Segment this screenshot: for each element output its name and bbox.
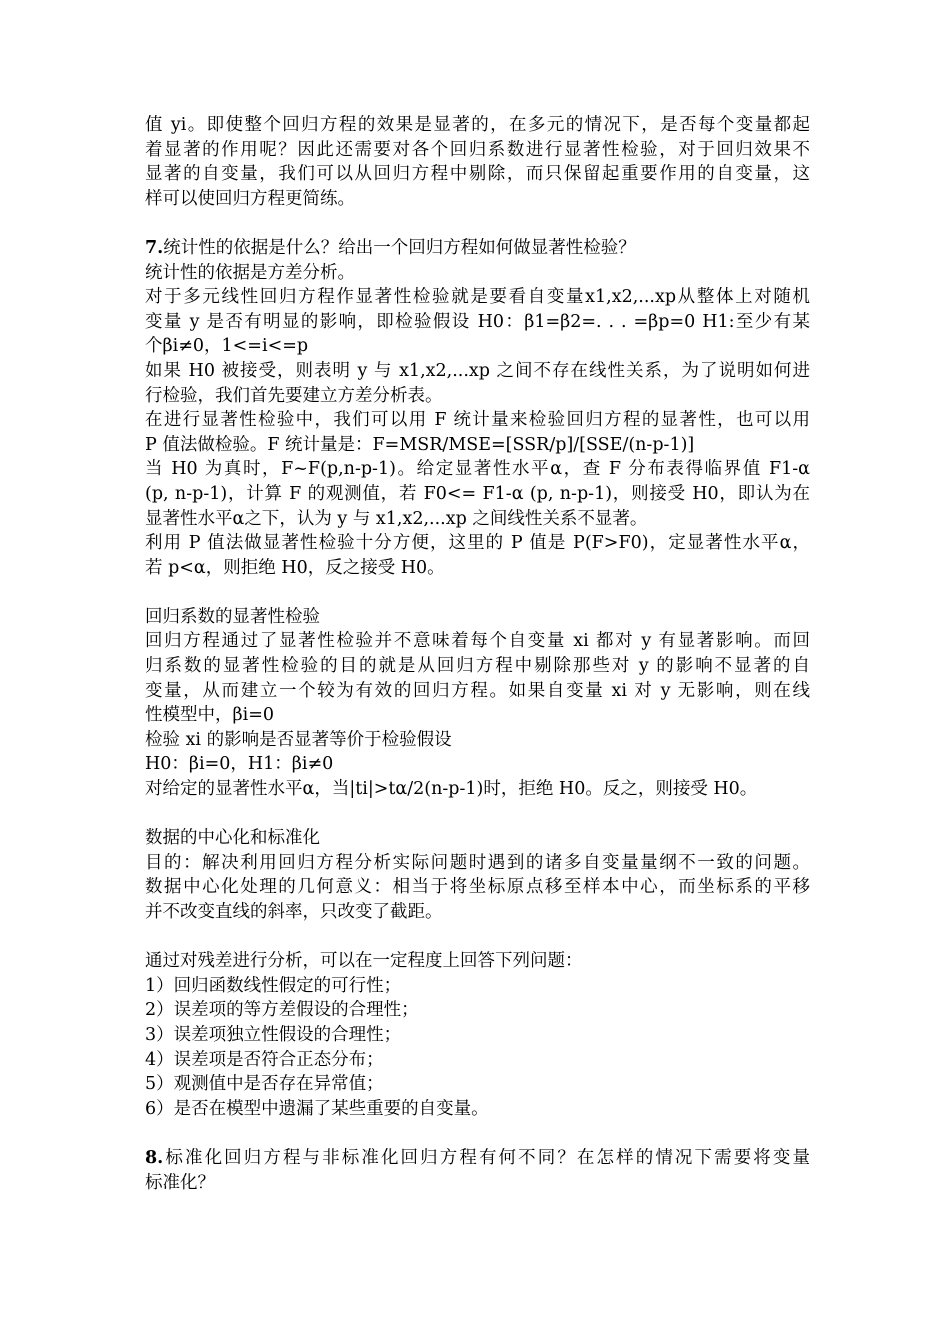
paragraph-line: 显著性水平α之下，认为 y 与 x1,x2,...xp 之间线性关系不显著。 — [145, 508, 648, 529]
question-title: 统计性的依据是什么？给出一个回归方程如何做显著性检验？ — [163, 237, 636, 258]
list-item: 2）误差项的等方差假设的合理性； — [145, 1000, 419, 1021]
blank-line — [145, 211, 810, 236]
paragraph-line: 值 yi。即使整个回归方程的效果是显著的，在多元的情况下，是否每个变量都起 — [145, 115, 810, 135]
paragraph-line: 显著的自变量，我们可以从回归方程中剔除，而只保留起重要作用的自变量，这 — [145, 164, 810, 185]
paragraph-line: 对于多元线性回归方程作显著性检验就是要看自变量x1,x2,...xp从整体上对随机 — [145, 287, 810, 308]
blank-line — [145, 580, 810, 605]
question-8-heading — [145, 1146, 810, 1171]
paragraph-line: 归系数的显著性检验的目的就是从回归方程中剔除那些对 y 的影响不显著的自 — [145, 656, 810, 677]
question-number: 7. — [145, 237, 164, 258]
list-item: 5）观测值中是否存在异常值； — [145, 1074, 384, 1095]
paragraph-line: 检验 xi 的影响是否显著等价于检验假设 — [145, 729, 452, 750]
paragraph-line: 对给定的显著性水平α，当|ti|>tα/2(n-p-1)时，拒绝 H0。反之，则接受 H0。 — [145, 779, 758, 800]
paragraph-line: 个βi≠0，1<=i<=p — [145, 336, 309, 357]
paragraph-line: 变量，从而建立一个较为有效的回归方程。如果自变量 xi 对 y 无影响，则在线 — [145, 680, 810, 701]
paragraph-line: 变量 y 是否有明显的影响，即检验假设 H0：β1=β2=. . . =βp=0 H1:至少有某 — [145, 311, 810, 332]
paragraph-line: 行检验，我们首先要建立方差分析表。 — [145, 385, 443, 406]
paragraph-line: (p, n-p-1)，计算 F 的观测值，若 F0<= F1-α (p, n-p-1)，则接受 H0，即认为在 — [145, 483, 810, 504]
list-item: 4）误差项是否符合正态分布； — [145, 1049, 384, 1070]
blank-line — [145, 802, 810, 827]
blank-line — [145, 1121, 810, 1146]
paragraph-line: 着显著的作用呢？因此还需要对各个回归系数进行显著性检验，对于回归效果不 — [145, 139, 810, 160]
document-body — [145, 113, 810, 1195]
paragraph-line: 回归方程通过了显著性检验并不意味着每个自变量 xi 都对 y 有显著影响。而回 — [145, 631, 810, 652]
question-number: 8. — [145, 1147, 164, 1168]
paragraph-line: 利用 P 值法做显著性检验十分方便，这里的 P 值是 P(F>F0)，定显著性水平α， — [145, 533, 810, 554]
question-title-continued: 标准化？ — [145, 1172, 215, 1193]
paragraph-line: 目的：解决利用回归方程分析实际问题时遇到的诸多自变量量纲不一致的问题。 — [145, 852, 810, 873]
paragraph-line: 当 H0 为真时，F~F(p,n-p-1)。给定显著性水平α，查 F 分布表得临界值 F1-α — [145, 459, 810, 480]
paragraph-line: P 值法做检验。F 统计量是：F=MSR/MSE=[SSR/p]/[SSE/(n-p-1)] — [145, 434, 695, 455]
list-item: 3）误差项独立性假设的合理性； — [145, 1024, 402, 1045]
section-heading: 回归系数的显著性检验 — [145, 606, 320, 627]
paragraph-line: 如果 H0 被接受，则表明 y 与 x1,x2,...xp 之间不存在线性关系，为了说明如何进 — [145, 360, 810, 381]
list-item: 6）是否在模型中遗漏了某些重要的自变量。 — [145, 1098, 489, 1119]
paragraph-line: 性模型中，βi=0 — [145, 705, 275, 726]
paragraph-line: 统计性的依据是方差分析。 — [145, 262, 355, 283]
list-item: 1）回归函数线性假定的可行性； — [145, 975, 402, 996]
paragraph-line: 通过对残差进行分析，可以在一定程度上回答下列问题： — [145, 951, 583, 972]
paragraph-line: 在进行显著性检验中，我们可以用 F 统计量来检验回归方程的显著性，也可以用 — [145, 410, 810, 431]
paragraph-line: 数据中心化处理的几何意义：相当于将坐标原点移至样本中心，而坐标系的平移 — [145, 877, 810, 898]
blank-line — [145, 925, 810, 950]
section-heading: 数据的中心化和标准化 — [145, 828, 320, 849]
paragraph-line: H0：βi=0，H1：βi≠0 — [145, 754, 334, 775]
paragraph-line: 并不改变直线的斜率，只改变了截距。 — [145, 902, 443, 922]
question-title: 标准化回归方程与非标准化回归方程有何不同？在怎样的情况下需要将变量 — [163, 1147, 810, 1168]
paragraph-line: 若 p<α，则拒绝 H0，反之接受 H0。 — [145, 557, 445, 578]
paragraph-line: 样可以使回归方程更简练。 — [145, 188, 355, 209]
question-7-heading — [145, 236, 810, 261]
